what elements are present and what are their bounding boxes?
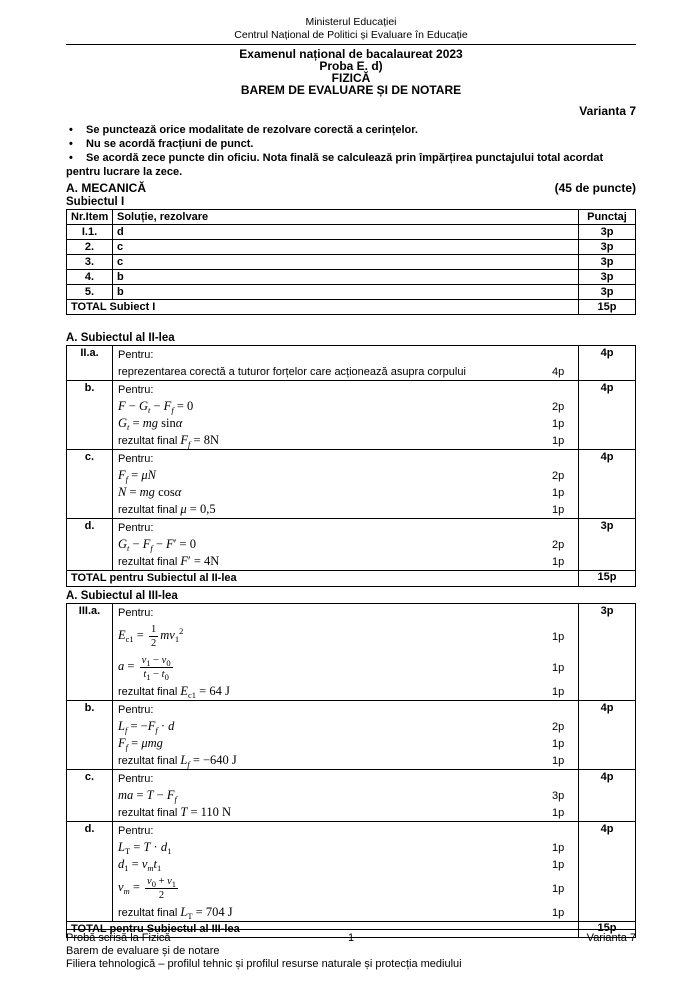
col-header-nritem: Nr.Item [67,210,113,225]
item-points: 3p [579,225,636,240]
solution-line [113,752,578,769]
item-points: 3p [579,270,636,285]
subject1-table [66,209,636,315]
item-answer: d [113,225,579,240]
exam-proba: Proba E. d) [319,59,383,73]
solution-line [113,701,578,718]
solution-text: $L_f = -F_f \cdot d$ [118,718,175,735]
solution-text: rezultat final F′ = 4N [118,553,220,568]
subject2-title: A. Subiectul al II-lea [66,332,175,344]
solution-cell [113,822,579,922]
line-points: 1p [552,806,565,819]
solution-text: $F_f = \mu N$ [118,467,156,484]
exam-barem: BAREM DE EVALUARE ȘI DE NOTARE [240,83,462,97]
item-number: c. [67,450,113,519]
item-points: 3p [579,604,636,701]
solution-line [113,873,578,904]
item-number: 5. [67,285,113,300]
solution-text: rezultat final $L_f = -640$ J [118,752,237,769]
subject3-table [66,603,636,938]
solution-text: $G_t$ = mg sinα [118,415,183,432]
total-label: TOTAL pentru Subiectul al III-lea [67,922,579,938]
solution-line [113,346,578,363]
section-points: (45 de puncte) [554,181,636,195]
item-number: 2. [67,240,113,255]
line-points: 1p [552,737,565,750]
item-number: b. [67,701,113,770]
instruction-text: Se punctează orice modalitate de rezolvare corectă a cerințelor. [86,124,418,136]
page-footer [66,929,636,971]
rubric-row [67,450,636,519]
solution-cell [113,519,579,571]
solution-cell [113,701,579,770]
total-label: TOTAL Subiect I [67,300,579,315]
solution-text: $F_f = \mu mg$ [118,735,163,752]
rubric-row [67,822,636,922]
instruction-item [66,123,636,137]
item-points: 3p [579,285,636,300]
rubric-row [67,701,636,770]
footer-row [66,932,636,945]
solution-text: $E_{c1}$ = $\frac{1}{2}$ $mv_1^2$ [118,624,184,649]
item-number: I.1. [67,225,113,240]
solution-text: Pentru: [118,772,154,785]
solution-text: Pentru: [118,348,154,361]
solution-line [113,904,578,921]
line-points: 1p [552,661,565,674]
solution-line [113,467,578,484]
exam-title: Examenul național de bacalaureat 2023 [239,47,463,61]
line-points: 1p [552,555,565,568]
item-number: d. [67,822,113,922]
section-title: A. MECANICĂ [66,181,146,195]
subject2-table [66,345,636,587]
subject1-title: Subiectul I [66,196,125,208]
line-points: 4p [552,365,565,378]
solution-line [113,553,578,570]
total-label: TOTAL pentru Subiectul al II-lea [67,571,579,587]
table-row [67,240,636,255]
solution-line [113,652,578,683]
solution-text: Pentru: [118,703,154,716]
solution-text: Pentru: [118,824,154,837]
table-row [67,225,636,240]
rubric-row [67,604,636,701]
solution-line [113,683,578,700]
bullet-icon: • [69,124,73,136]
footer-line2: Barem de evaluare și de notare [66,945,220,957]
table-row [67,285,636,300]
solution-text: Pentru: [118,521,154,534]
item-answer: b [113,270,579,285]
line-points: 1p [552,486,565,499]
footer-line3: Filiera tehnologică – profilul tehnic și profilul resurse naturale și protecția mediului [66,958,462,970]
item-number: III.a. [67,604,113,701]
solution-line [113,787,578,804]
solution-text: N = mg cosα [118,484,182,499]
solution-text: rezultat final T = 110 N [118,804,232,819]
exam-subject: FIZICĂ [331,71,371,85]
solution-line [113,381,578,398]
solution-text: rezultat final $F_f = 8N$ [118,432,219,449]
col-header-punctaj: Punctaj [579,210,636,225]
line-points: 2p [552,720,565,733]
solution-line [113,415,578,432]
item-number: II.a. [67,346,113,381]
solution-line [113,621,578,652]
variant-label: Varianta 7 [579,104,636,118]
subject3-title: A. Subiectul al III-lea [66,590,178,602]
solution-text: reprezentarea corectă a tuturor forțelor care acționează asupra corpului [118,365,466,378]
solution-line [113,536,578,553]
instruction-item [66,137,636,151]
solution-line [113,822,578,839]
rubric-row [67,770,636,822]
instruction-text: Se acordă zece puncte din oficiu. Nota finală se calculează prin împărțirea punctajului total acordat pentru lucrare la zece. [66,152,604,178]
solution-text: rezultat final $E_{c1} = 64$ J [118,683,230,700]
table-row [67,270,636,285]
total-points: 15p [579,571,636,587]
solution-text: Pentru: [118,606,154,619]
line-points: 3p [552,789,565,802]
item-number: b. [67,381,113,450]
item-number: d. [67,519,113,571]
ministry-line: Ministerul Educației [305,16,397,28]
solution-line [113,735,578,752]
total-points: 15p [579,922,636,938]
item-points: 4p [579,770,636,822]
item-number: 3. [67,255,113,270]
solution-line [113,718,578,735]
header-divider [66,44,636,45]
solution-text: $L_T = T \cdot d_1$ [118,839,172,856]
solution-line [113,770,578,787]
item-points: 4p [579,346,636,381]
solution-text: ma = $T - F_f$ [118,787,177,804]
item-points: 4p [579,450,636,519]
total-row [67,571,636,587]
instructions [66,123,636,179]
rubric-row [67,381,636,450]
total-points: 15p [579,300,636,315]
solution-line [113,804,578,821]
solution-text: Pentru: [118,383,154,396]
line-points: 1p [552,906,565,919]
instruction-item [66,151,636,179]
footer-variant: Varianta 7 [586,932,636,944]
line-points: 1p [552,503,565,516]
line-points: 2p [552,400,565,413]
instruction-text: Nu se acordă fracțiuni de punct. [86,138,254,150]
solution-line [113,432,578,449]
item-points: 3p [579,240,636,255]
solution-line [113,501,578,518]
bullet-icon: • [69,138,73,150]
solution-text: $F - G_t - F_f = 0$ [118,398,194,415]
line-points: 1p [552,841,565,854]
solution-line [113,856,578,873]
solution-line [113,519,578,536]
item-points: 4p [579,381,636,450]
solution-cell [113,770,579,822]
total-row [67,300,636,315]
line-points: 2p [552,538,565,551]
center-line: Centrul Național de Politici și Evaluare în Educație [234,29,468,41]
footer-left: Probă scrisă la Fizică [66,932,171,944]
solution-text: rezultat final $L_T = 704$ J [118,904,233,921]
solution-cell [113,346,579,381]
line-points: 2p [552,469,565,482]
item-answer: b [113,285,579,300]
solution-line [113,604,578,621]
col-header-solutie: Soluție, rezolvare [113,210,579,225]
item-points: 4p [579,701,636,770]
solution-text: Pentru: [118,452,154,465]
solution-text: $v_m$ = $\frac{v_0 + v_1}{2}$ [118,876,177,901]
solution-text: $d_1 = v_mt_1$ [118,856,162,873]
item-points: 3p [579,519,636,571]
item-number: c. [67,770,113,822]
line-points: 1p [552,630,565,643]
rubric-row [67,519,636,571]
line-points: 1p [552,417,565,430]
item-number: 4. [67,270,113,285]
table-header-row [67,210,636,225]
line-points: 1p [552,754,565,767]
solution-cell [113,450,579,519]
bullet-icon: • [69,152,73,164]
item-answer: c [113,255,579,270]
line-points: 1p [552,434,565,447]
solution-line [113,398,578,415]
line-points: 1p [552,882,565,895]
table-row [67,255,636,270]
solution-text: $G_t - F_f - F' = 0$ [118,536,196,553]
solution-text: rezultat final μ = 0,5 [118,501,216,516]
solution-cell [113,604,579,701]
solution-line [113,450,578,467]
page-number: 1 [347,932,355,944]
solution-line [113,484,578,501]
line-points: 1p [552,858,565,871]
solution-line [113,363,578,380]
solution-line [113,839,578,856]
rubric-row [67,346,636,381]
item-answer: c [113,240,579,255]
solution-cell [113,381,579,450]
item-points: 3p [579,255,636,270]
item-points: 4p [579,822,636,922]
line-points: 1p [552,685,565,698]
solution-text: a = $\frac{v_1 - v_0}{t_1 - t_0}$ [118,655,171,682]
section-heading [66,181,636,195]
